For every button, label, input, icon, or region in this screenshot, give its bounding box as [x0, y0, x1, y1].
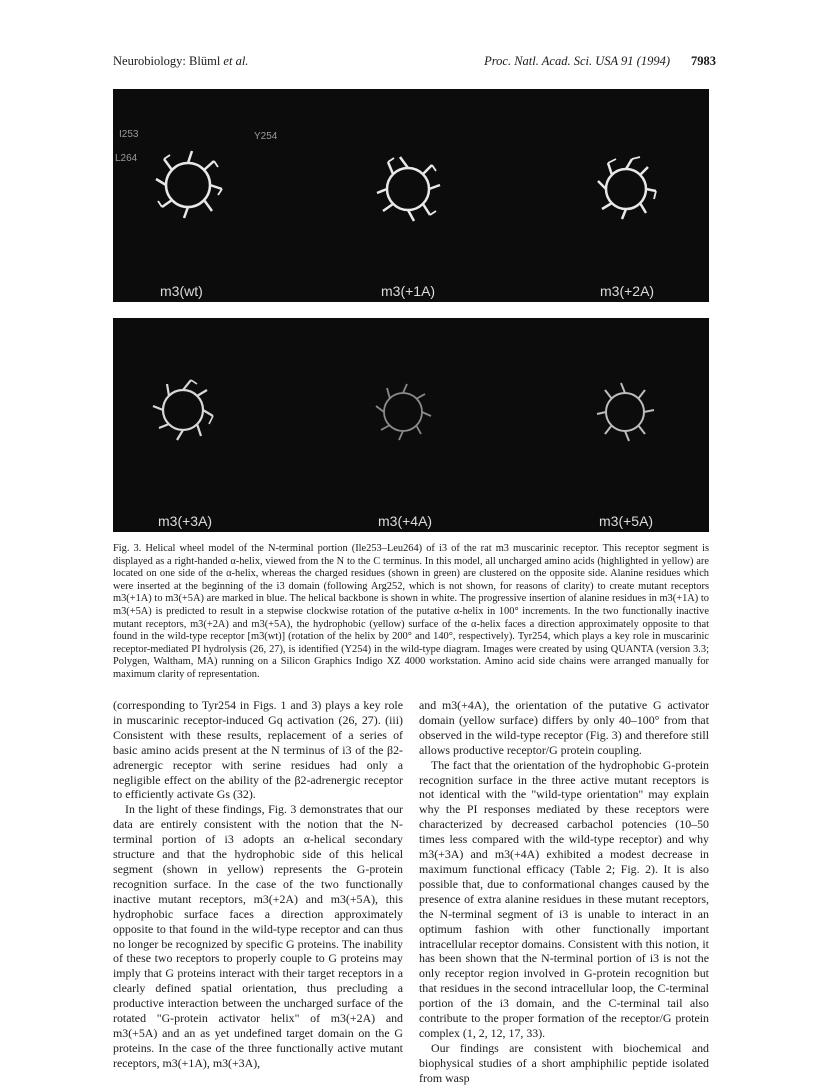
helical-wheel-plus3a [153, 380, 213, 440]
body-paragraph: Our findings are consistent with biochemical and biophysical studies of a short amphiphilic peptide isolated from wasp [419, 1040, 709, 1085]
label-l264: L264 [115, 153, 138, 164]
panel-label-wt: m3(wt) [160, 283, 203, 299]
panel-label-plus4a: m3(+4A) [378, 513, 433, 529]
label-i253: I253 [119, 129, 139, 140]
helical-wheel-row-bottom [113, 318, 709, 532]
panel-label-plus2a: m3(+2A) [600, 283, 655, 299]
running-header [113, 54, 716, 70]
section-author [113, 54, 248, 69]
helical-wheel-plus2a [598, 157, 656, 219]
body-paragraph: The fact that the orientation of the hydrophobic G-protein recognition surface in the three active mutant receptors is not identical with the "wild-type orientation" may explain why the PI responses mediated by these receptors were characterized by decreased carbachol potencies (10–50 times less compared with the wild-type receptor) and why m3(+3A) and m3(+4A) exhibited a modest decrease in maximum functional efficacy (Table 2; Fig. 2). It is also possible that, due to conformational changes caused by the presence of extra alanine residues in these mutant receptors, the N-terminal segment of i3 is unable to interact in an optimum fashion with other functionally important intracellular receptor domains. Consistent with this notion, it has been shown that the N-terminal portion of i3 is not the only receptor region involved in G-protein recognition but that residues in the second intracellular loop, the C-terminal portion of the i3 domain, and the C-terminal tail also contribute to the proper formation of the receptor/G protein complex (1, 2, 12, 17, 33). [419, 757, 709, 1040]
panel-label-plus3a: m3(+3A) [158, 513, 213, 529]
body-column-right [419, 698, 709, 1086]
helical-wheel-plus4a [376, 384, 431, 440]
page-number: 7983 [691, 54, 716, 68]
body-column-left [113, 698, 403, 1071]
label-y254: Y254 [254, 131, 278, 142]
body-paragraph: (corresponding to Tyr254 in Figs. 1 and 3) plays a key role in muscarinic receptor-induced Gq activation (26, 27). (iii) Consistent with these results, replacement of a series of basic amino acids present at the N terminus of i3 of the β2-adrenergic receptor with serine residues had only a negligible effect on the ability of the β2-adrenergic receptor to efficiently activate Gs (32). [113, 698, 403, 802]
figure-panel-bottom [113, 318, 709, 532]
body-paragraph: In the light of these findings, Fig. 3 demonstrates that our data are entirely consistent with the notion that the N-terminal portion of i3 adopts an α-helical secondary structure and that the hydrophobic side of this helical segment (shown in yellow) represents the G-protein recognition surface. In the case of the two functionally inactive mutant receptors, m3(+2A) and m3(+5A), this hydrophobic surface faces a direction approximately opposite to that found in the wild-type receptor and can thus no longer be recognized by specific G proteins. The inability of these two receptors to properly couple to G proteins may imply that G proteins interact with their target receptors in a clearly defined spatial orientation, thus precluding a productive interaction between the uncharged surface of the rotated "G-protein activator helix" of m3(+2A) and m3(+5A) and an as yet undefined target domain on the G proteins. In the case of the three functionally active mutant receptors, m3(+1A), m3(+3A), [113, 802, 403, 1070]
panel-label-plus5a: m3(+5A) [599, 513, 654, 529]
body-paragraph: and m3(+4A), the orientation of the putative G activator domain (yellow surface) differs by only 40–100° from that observed in the wild-type receptor (Fig. 3) and therefore still allows productive receptor/G protein coupling. [419, 698, 709, 757]
helical-wheel-row-top [113, 89, 709, 302]
journal-citation: Proc. Natl. Acad. Sci. USA 91 (1994) [484, 54, 670, 68]
helical-wheel-plus5a [597, 383, 654, 441]
helical-wheel-plus1a [377, 157, 440, 221]
figure-caption: Fig. 3. Helical wheel model of the N-terminal portion (Ile253–Leu264) of i3 of the rat m3 muscarinic receptor. This receptor segment is displayed as a right-handed α-helix, viewed from the N to the C terminus. In this model, all uncharged amino acids (highlighted in yellow) are located on one side of the α-helix, whereas the charged residues (shown in green) are clustered on the opposite side. Alanine residues which were inserted at the beginning of the i3 domain (following Arg252, which is not shown, for reasons of clarity) to create mutant receptors m3(+1A) to m3(+5A) are marked in blue. The helical backbone is shown in white. The progressive insertion of alanine residues in m3(+1A) to m3(+5A) is predicted to result in a stepwise clockwise rotation of the putative α-helix in 100° increments. In the two functionally inactive mutant receptors, m3(+2A) and m3(+5A), the hydrophobic (yellow) surface of the α-helix faces a direction approximately opposite to that found in the wild-type receptor [m3(wt)] (rotation of the helix by 200° and 140°, respectively). Tyr254, which plays a key role in muscarinic receptor-mediated PI hydrolysis (26, 27), is identified (Y254) in the wild-type diagram. Images were created by using QUANTA (version 3.3; Polygen, Waltham, MA) running on a Silicon Graphics Indigo XZ 4000 workstation. Amino acid side chains were arranged manually for maximum clarity of representation. [113, 543, 709, 680]
helical-wheel-wt [156, 151, 222, 218]
panel-label-plus1a: m3(+1A) [381, 283, 436, 299]
figure-panel-top [113, 89, 709, 302]
section-name: Neurobiology: Blüml [113, 54, 221, 68]
authors-suffix: et al. [223, 54, 249, 68]
